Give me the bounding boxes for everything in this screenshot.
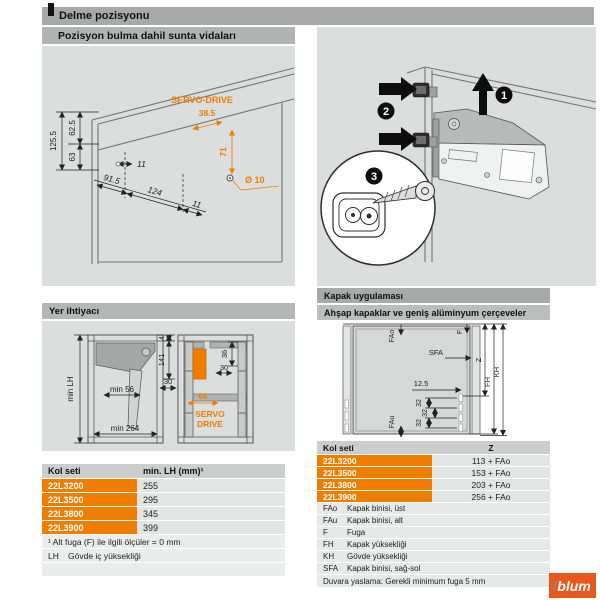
table-row <box>42 507 285 520</box>
legend-row <box>317 563 550 574</box>
magnifier-detail <box>321 151 435 265</box>
dim-36: 36 <box>220 349 229 359</box>
servo-label-line2: DRIVE <box>197 419 223 429</box>
section-tab-mark <box>48 3 54 16</box>
dim-z: Z <box>474 357 483 363</box>
page-title: Delme pozisyonu <box>42 7 594 25</box>
value-cell: 399 <box>137 521 285 534</box>
legend-desc: Kapak binisi, alt <box>347 516 404 525</box>
value-cell: 113 + FAo <box>432 455 550 466</box>
table-row <box>42 479 285 492</box>
legend-row <box>317 503 550 514</box>
front-table <box>317 441 550 503</box>
dim-kh: KH <box>492 366 501 378</box>
page-subtitle: Pozisyon bulma dahil sunta vidaları <box>42 27 295 44</box>
dim-f: F <box>457 329 464 335</box>
table-row <box>42 493 285 506</box>
dim-66: 66 <box>198 392 208 401</box>
dim-sfa: SFA <box>428 348 443 357</box>
dim-min-264: min 264 <box>110 424 140 433</box>
space-section-title: Yer ihtiyacı <box>42 303 295 319</box>
front-legend <box>317 503 550 588</box>
arm-set-cell: 22L3900 <box>42 521 137 534</box>
legend-abbr: SFA <box>323 564 339 573</box>
door-front-view <box>343 326 480 434</box>
lh-legend-row <box>42 549 285 562</box>
legend-desc: Kapak yüksekliği <box>347 540 407 549</box>
wall-note-row: Duvara yaslama: Gerekli minimum fuga 5 mm <box>317 575 550 587</box>
table-header-row <box>42 464 285 478</box>
step-2-badge: 2 <box>382 106 390 118</box>
dim-71: 71 <box>218 147 228 157</box>
legend-desc: Kapak binisi, sağ-sol <box>347 564 421 573</box>
value-cell: 255 <box>137 479 285 492</box>
legend-row <box>317 551 550 562</box>
step-3-badge: 3 <box>370 171 378 183</box>
dim-fau: FAu <box>389 415 396 429</box>
value-cell: 345 <box>137 507 285 520</box>
dim-141: 141 <box>157 353 166 367</box>
front-section-title: Kapak uygulaması <box>317 288 550 303</box>
legend-desc: Gövde yüksekliği <box>347 552 408 561</box>
col-header-kol-seti: Kol seti <box>317 441 432 454</box>
value-cell: 295 <box>137 493 285 506</box>
blum-logo <box>549 573 596 598</box>
space-footnotes <box>42 535 285 577</box>
dimension-lines-orange <box>193 122 279 190</box>
dim-min-lh: min LH <box>66 376 75 402</box>
dim-12-5: 12.5 <box>413 379 429 388</box>
value-cell: 153 + FAo <box>432 467 550 478</box>
legend-desc: Kapak binisi, üst <box>347 504 406 513</box>
arm-set-cell: 22L3900 <box>317 491 432 502</box>
lift-mechanism <box>433 109 549 199</box>
legend-desc: Fuga <box>347 528 366 537</box>
dim-63: 63 <box>68 152 77 162</box>
step-1-badge: 1 <box>500 90 508 102</box>
legend-row <box>317 527 550 538</box>
dim-4: 4 <box>159 336 166 340</box>
dim-11-top: 11 <box>137 159 146 169</box>
arm-set-cell: 22L3200 <box>317 455 432 466</box>
screw-head <box>416 182 435 201</box>
arm-set-cell: 22L3800 <box>317 479 432 490</box>
arm-set-cell: 22L3500 <box>317 467 432 478</box>
legend-abbr: F <box>323 528 328 537</box>
table-row <box>317 491 550 502</box>
dim-124: 124 <box>146 184 164 198</box>
legend-row <box>317 539 550 550</box>
table-row <box>42 521 285 534</box>
footnote-row: ¹ Alt fuga (F) ile ilgili ölçüler = 0 mm <box>42 535 285 548</box>
arm-set-cell: 22L3200 <box>42 479 137 492</box>
lh-desc: Gövde iç yüksekliği <box>68 550 141 561</box>
dim-32-a: 32 <box>416 399 423 407</box>
space-diagram <box>42 321 295 451</box>
dim-32-b: 32 <box>422 409 429 417</box>
assembly-diagram-panel <box>317 27 596 286</box>
arm-set-cell: 22L3800 <box>42 507 137 520</box>
dim-30-left: 30 <box>163 377 173 386</box>
table-row <box>317 467 550 478</box>
servo-label-line1: SERVO <box>195 409 225 419</box>
dim-fao: FAo <box>389 329 396 343</box>
dim-min-56: min 56 <box>109 385 135 394</box>
table-row <box>317 455 550 466</box>
lh-abbr: LH <box>48 550 59 561</box>
legend-abbr: FAu <box>323 516 338 525</box>
logo-text: blum <box>557 577 591 594</box>
dim-fh: FH <box>483 377 492 387</box>
legend-abbr: KH <box>323 552 335 561</box>
dim-32-c: 32 <box>416 419 423 427</box>
dim-11-bottom: 11 <box>191 198 203 211</box>
dim-dia-10: Ø 10 <box>245 175 265 185</box>
col-header-kol-seti: Kol seti <box>42 464 137 478</box>
table-header-row <box>317 441 550 454</box>
value-cell: 256 + FAo <box>432 491 550 502</box>
dim-125-5: 125.5 <box>49 130 58 152</box>
assembly-diagram <box>317 27 596 286</box>
dim-91-5: 91.5 <box>102 172 122 187</box>
dim-38-5: 38.5 <box>198 108 216 118</box>
front-section-subtitle: Ahşap kapaklar ve geniş alüminyum çerçeveler <box>317 305 550 320</box>
front-diagram <box>317 322 550 438</box>
servo-drive-unit <box>193 349 206 379</box>
value-cell: 203 + FAo <box>432 479 550 490</box>
space-diagram-panel <box>42 321 295 451</box>
table-row <box>317 479 550 490</box>
legend-row <box>317 515 550 526</box>
col-header-z: Z <box>432 441 550 454</box>
legend-abbr: FH <box>323 540 334 549</box>
front-diagram-area <box>317 322 550 438</box>
arrow-right-lower-icon <box>379 127 417 151</box>
drill-hole-center <box>229 177 231 179</box>
dim-62-5: 62.5 <box>68 120 77 136</box>
arrow-up-icon <box>472 73 494 115</box>
drilling-diagram <box>42 46 295 286</box>
space-table <box>42 464 285 535</box>
dim-30-right: 30 <box>219 363 229 372</box>
arm-set-cell: 22L3500 <box>42 493 137 506</box>
empty-row <box>42 563 285 576</box>
legend-abbr: FAo <box>323 504 338 513</box>
col-header-min-lh: min. LH (mm)¹ <box>137 464 285 478</box>
drilling-diagram-panel <box>42 46 295 286</box>
servo-drive-label: SERVO-DRIVE <box>171 95 233 105</box>
arrow-right-upper-icon <box>379 77 417 101</box>
